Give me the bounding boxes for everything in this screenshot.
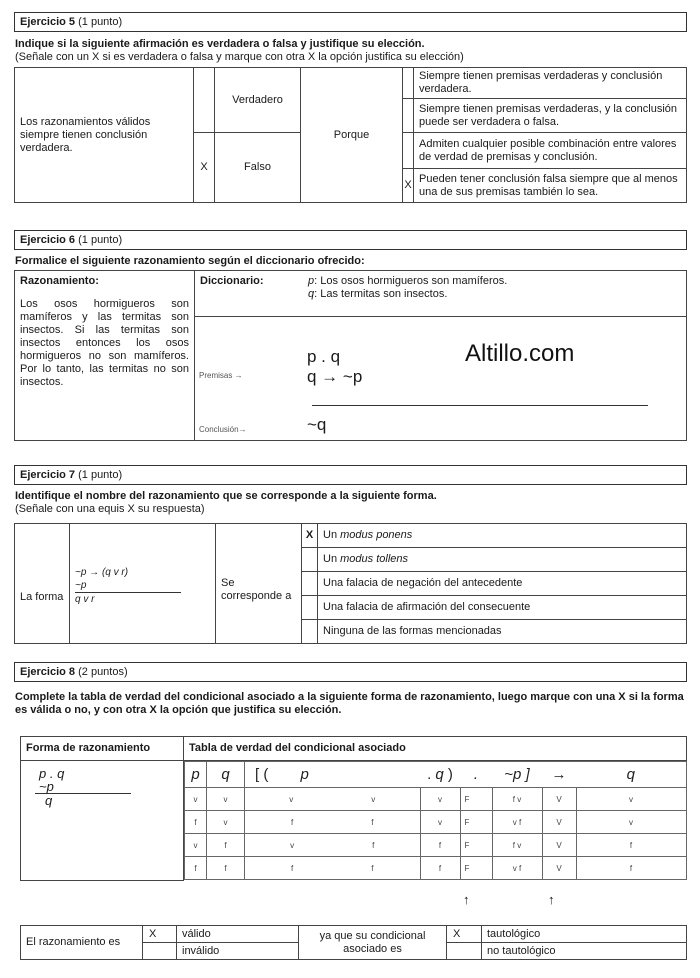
tt-cell-rq: f: [576, 857, 686, 880]
ej7-form-line-1: ~p → (q v r): [75, 566, 129, 578]
ej7-option-mark[interactable]: [302, 596, 318, 620]
tt-cell-impl[interactable]: V: [542, 811, 576, 834]
tt-cell-p: f: [185, 811, 207, 834]
ej5-instructions: [15, 38, 464, 64]
tt-row: [185, 857, 687, 880]
tt-header-dot: . q ): [420, 762, 460, 788]
ej7-header: [14, 465, 687, 485]
ej6-dict-p: p: Los osos hormigueros son mamíferos.: [308, 275, 508, 287]
tt-cell-impl[interactable]: V: [542, 857, 576, 880]
ej6-razonamiento-cell: [15, 271, 195, 441]
ej8-tabla-header: Tabla de verdad del condicional asociado: [184, 737, 687, 761]
tt-header-q: q: [207, 762, 245, 788]
ej8-points: (2 puntos): [78, 666, 128, 678]
tt-cell-q2: v: [420, 788, 460, 811]
ej5-statement: Los razonamientos válidos siempre tienen conclusión verdadera.: [15, 68, 194, 203]
tt-row: [185, 811, 687, 834]
tt-cell-and[interactable]: F: [460, 811, 492, 834]
tt-header-impl: →: [542, 762, 576, 788]
ej8-truth-table-cell: [184, 761, 687, 881]
tt-cell-negp[interactable]: f v: [492, 788, 542, 811]
ej6-razonamiento-text: Los osos hormigueros son mamíferos y las termitas son insectos. Si las termitas son insectos entonces los osos hormigueros no son mamíferos. Por lo tanto, las termitas no son insectos.: [20, 298, 189, 388]
ej7-title: Ejercicio 7: [20, 469, 76, 481]
tt-cell-and[interactable]: F: [460, 788, 492, 811]
tt-cell-p: v: [185, 788, 207, 811]
ej6-header: [14, 230, 687, 250]
ej6-premisas-label: Premisas →: [199, 371, 243, 380]
ej8-no-tautologico-label: no tautológico: [482, 943, 687, 960]
tt-header-and: .: [460, 762, 492, 788]
ej6-instructions: [15, 255, 365, 268]
ej6-premisa-2: q → ~p: [307, 367, 363, 386]
ej8-no-tautologico-mark[interactable]: [447, 943, 482, 960]
ej5-points: (1 punto): [78, 16, 123, 28]
ej7-la-forma-label: La forma: [15, 524, 70, 644]
ej5-option-text: Pueden tener conclusión falsa siempre que al menos una de sus premisas también lo sea.: [414, 169, 687, 203]
ej5-porque-label: Porque: [301, 68, 403, 203]
tt-cell-impl[interactable]: V: [542, 788, 576, 811]
tt-cell-p: v: [185, 834, 207, 857]
tt-cell-and[interactable]: F: [460, 857, 492, 880]
tt-header-negp: ~p ]: [492, 762, 542, 788]
ej6-razonamiento-label: Razonamiento:: [20, 275, 99, 287]
ej6-conclusion: ~q: [307, 415, 327, 434]
ej5-option-mark[interactable]: [403, 133, 414, 169]
tt-cell-p: f: [185, 857, 207, 880]
ej8-title: Ejercicio 8: [20, 666, 76, 678]
ej5-option-mark[interactable]: X: [403, 169, 414, 203]
tt-header-p: p: [185, 762, 207, 788]
ej7-form-line-3: q v r: [75, 593, 95, 605]
ej8-header: [14, 662, 687, 682]
ej8-table: [20, 736, 687, 881]
ej5-verdadero-label: Verdadero: [215, 68, 301, 133]
ej7-instructions: [15, 490, 437, 516]
ej6-points: (1 punto): [78, 234, 123, 246]
tt-cell-p-q: v f: [245, 834, 421, 857]
ej5-option-mark[interactable]: [403, 99, 414, 133]
ej6-table: [14, 270, 687, 441]
ej8-forma-line-3: q: [45, 793, 53, 808]
ej7-option-text: Un modus ponens: [318, 524, 687, 548]
arrow-up-icon: ↑: [548, 892, 555, 907]
arrow-up-icon: ↑: [463, 892, 470, 907]
tt-cell-negp[interactable]: f v: [492, 834, 542, 857]
ej5-instruction-bold: Indique si la siguiente afirmación es verdadera o falsa y justifique su elección.: [15, 38, 425, 50]
ej7-option-text: Un modus tollens: [318, 548, 687, 572]
ej7-option-mark[interactable]: [302, 572, 318, 596]
tt-cell-q: v: [207, 788, 245, 811]
ej7-instruction-note: (Señale con una equis X su respuesta): [15, 503, 205, 515]
tt-cell-rq: v: [576, 788, 686, 811]
tt-header-bracket: [ ( p: [245, 762, 421, 788]
ej8-valido-mark[interactable]: X: [143, 926, 177, 943]
tt-cell-q: v: [207, 811, 245, 834]
ej5-instruction-note: (Señale con un X si es verdadera o falsa y marque con otra X la opción justifica su elección): [15, 51, 464, 63]
ej5-option-text: Siempre tienen premisas verdaderas, y la conclusión puede ser verdadera o falsa.: [414, 99, 687, 133]
ej8-answer-table: [20, 925, 687, 960]
ej8-ya-que-label: ya que su condicional asociado es: [299, 926, 447, 960]
ej6-title: Ejercicio 6: [20, 234, 76, 246]
ej6-conclusion-line: [312, 405, 648, 406]
ej7-form-line-2: ~p: [75, 579, 181, 593]
tt-row: [185, 834, 687, 857]
ej8-invalido-mark[interactable]: [143, 943, 177, 960]
ej7-form-cell: [70, 524, 216, 644]
ej5-title: Ejercicio 5: [20, 16, 76, 28]
ej7-option-mark[interactable]: X: [302, 524, 318, 548]
ej5-falso-label: Falso: [215, 133, 301, 203]
ej8-tautologico-label: tautológico: [482, 926, 687, 943]
ej7-option-text: Ninguna de las formas mencionadas: [318, 620, 687, 644]
tt-cell-q: f: [207, 834, 245, 857]
ej8-instructions: [15, 691, 687, 717]
tt-cell-q2: f: [420, 857, 460, 880]
tt-cell-negp[interactable]: v f: [492, 857, 542, 880]
ej5-option-text: Siempre tienen premisas verdaderas y conclusión verdadera.: [414, 68, 687, 99]
tt-cell-rq: f: [576, 834, 686, 857]
ej5-verdadero-mark[interactable]: [194, 68, 215, 133]
tt-cell-p-q: f f: [245, 857, 421, 880]
ej6-conclusion-label: Conclusión→: [199, 425, 247, 434]
ej7-option-mark[interactable]: [302, 620, 318, 644]
ej5-option-mark[interactable]: [403, 68, 414, 99]
tt-cell-q: f: [207, 857, 245, 880]
ej6-instruction-bold: Formalice el siguiente razonamiento según el diccionario ofrecido:: [15, 255, 365, 267]
tt-cell-rq: v: [576, 811, 686, 834]
ej8-forma-header: Forma de razonamiento: [21, 737, 184, 761]
ej6-diccionario-label: Diccionario:: [200, 275, 264, 287]
tt-row: [185, 788, 687, 811]
ej7-option-text: Una falacia de negación del antecedente: [318, 572, 687, 596]
tt-cell-p-q: f f: [245, 811, 421, 834]
tt-cell-negp[interactable]: v f: [492, 811, 542, 834]
ej6-formalization-cell: [195, 317, 687, 441]
ej7-instruction-bold: Identifique el nombre del razonamiento que se corresponde a la siguiente forma.: [15, 490, 437, 502]
ej8-razonamiento-es-label: El razonamiento es: [21, 926, 143, 960]
ej5-table: [14, 67, 687, 203]
ej5-header: [14, 12, 687, 32]
ej7-points: (1 punto): [78, 469, 123, 481]
ej8-instruction-bold: Complete la tabla de verdad del condicional asociado a la siguiente forma de razonamiento, luego marque con una X si la forma es válida o no, y con otra X la opción que justifica su elección.: [15, 691, 684, 716]
ej8-forma-cell: [21, 761, 184, 881]
ej6-watermark: Altillo.com: [465, 340, 575, 367]
tt-cell-and[interactable]: F: [460, 834, 492, 857]
ej7-option-text: Una falacia de afirmación del consecuente: [318, 596, 687, 620]
ej8-truth-table: [184, 761, 687, 880]
ej7-option-mark[interactable]: [302, 548, 318, 572]
ej7-corresponde-label: Se corresponde a: [216, 524, 302, 644]
ej8-forma-line-2: ~p: [35, 780, 131, 794]
ej6-premisa-1: p . q: [307, 347, 341, 366]
ej7-table: [14, 523, 687, 644]
ej8-valido-label: válido: [177, 926, 299, 943]
ej8-tautologico-mark[interactable]: X: [447, 926, 482, 943]
ej8-forma-line-1: p . q: [39, 766, 65, 781]
tt-cell-impl[interactable]: V: [542, 834, 576, 857]
ej5-option-text: Admiten cualquier posible combinación entre valores de verdad de premisas y conclusión.: [414, 133, 687, 169]
ej8-invalido-label: inválido: [177, 943, 299, 960]
ej6-dict-q: q: Las termitas son insectos.: [308, 288, 448, 300]
ej5-falso-mark[interactable]: X: [194, 133, 215, 203]
tt-cell-q2: v: [420, 811, 460, 834]
ej6-diccionario-cell: [195, 271, 687, 317]
tt-header-rq: q: [576, 762, 686, 788]
tt-cell-p-q: v v: [245, 788, 421, 811]
tt-cell-q2: f: [420, 834, 460, 857]
